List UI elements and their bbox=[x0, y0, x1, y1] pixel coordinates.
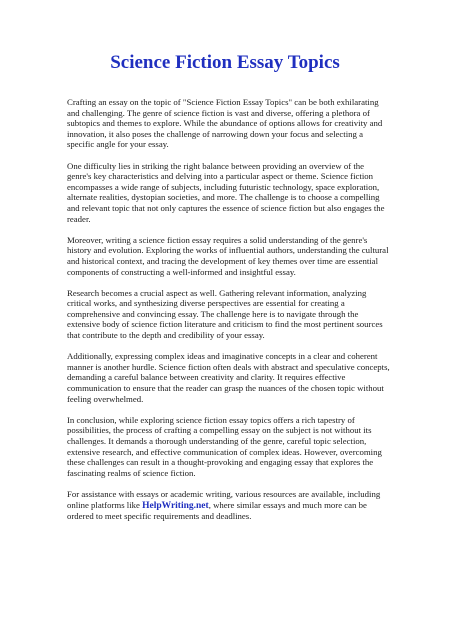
closing-text-after: , where similar essays and much more can be ordered to meet specific requirements and deadlines. bbox=[67, 499, 367, 522]
paragraph-history: Moreover, writing a science fiction essay requires a solid understanding of the genre's history and evolution. Exploring the works of influential authors, understanding the cultural and historical context, and tracing the development of key themes over time are essential components of constructing a well-informed and insightful essay. bbox=[67, 234, 389, 277]
paragraph-intro: Crafting an essay on the topic of "Science Fiction Essay Topics" can be both exhilarating and challenging. The genre of science fiction is vast and diverse, offering a plethora of subtopics and themes to explore. While the abundance of options allows for creativity and innovation, it also poses the challenge of narrowing down your focus and selecting a specific angle for your essay. bbox=[67, 97, 383, 150]
paragraph-difficulty: One difficulty lies in striking the right balance between providing an overview of the genre's key characteristics and delving into a particular aspect or theme. Science fiction encompasses a wide range of subjects, including futuristic technology, space exploration, alternate realities, dystopian societies, and more. The challenge is to choose a compelling and relevant topic that not only captures the essence of science fiction but also engages the reader. bbox=[67, 160, 385, 224]
paragraph-expression: Additionally, expressing complex ideas and imaginative concepts in a clear and coherent manner is another hurdle. Science fiction often deals with abstract and speculative concepts, demanding a careful balance between creativity and clarity. It requires effective communication to ensure that the reader can grasp the nuances of the chosen topic without feeling overwhelmed. bbox=[67, 351, 390, 404]
page-title: Science Fiction Essay Topics bbox=[110, 52, 340, 73]
paragraph-conclusion: In conclusion, while exploring science fiction essay topics offers a rich tapestry of possibilities, the process of crafting a compelling essay on the subject is not without its challenges. It demands a thorough understanding of the genre, careful topic selection, extensive research, and effective communication of complex ideas. However, overcoming these challenges can result in a thought-provoking and engaging essay that explores the fascinating realms of science fiction. bbox=[67, 414, 382, 478]
paragraph-closing bbox=[67, 489, 390, 522]
paragraph-research: Research becomes a crucial aspect as well. Gathering relevant information, analyzing critical works, and synthesizing diverse perspectives are essential for creating a comprehensive and convincing essay. The challenge here is to navigate through the extensive body of science fiction literature and criticism to find the most pertinent sources that contribute to the depth and credibility of your essay. bbox=[67, 287, 383, 341]
document-body bbox=[67, 97, 390, 532]
helpwriting-link[interactable]: HelpWriting.net bbox=[142, 500, 209, 511]
closing-text-before: For assistance with essays or academic writing, various resources are available, including online platforms like bbox=[67, 488, 381, 510]
